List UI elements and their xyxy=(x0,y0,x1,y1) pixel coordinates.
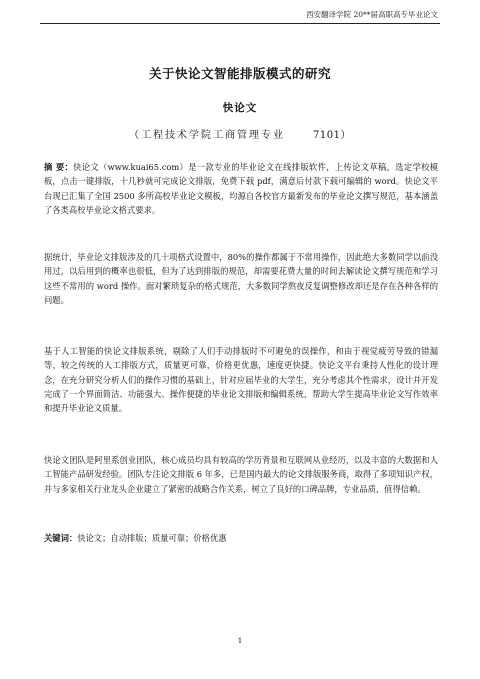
keywords xyxy=(44,531,438,545)
body-paragraph-1: 据统计，毕业论文排版涉及的几十项格式设置中，80%的操作都属于不常用操作，因此绝大多数同学以前没用过，以后用到的概率也很低，但为了达到排版的规范，却需要花费大量的时间去解读论文撰写规范和学习这些不常用的 word 操作。面对繁琐复杂的格式规范，大多数同学熬夜反复调整修改却还是存在各种各样的问题。 xyxy=(44,252,438,305)
page-title: 关于快论文智能排版模式的研究 xyxy=(148,66,331,81)
affiliation-code: 7101） xyxy=(313,130,351,141)
author-name: 快论文 xyxy=(222,102,258,114)
body-paragraph-2: 基于人工智能的快论文排版系统，剔除了人们手动排版时不可避免的误操作，和由于视觉疲劳导致的错漏等，较之传统的人工排版方式，质量更可靠，价格更优惠，速度更快捷。快论文平台秉持人性化的设计理念，在充分研究分析人们的操作习惯的基础上，针对应届毕业的大学生，充分考虑其个性需求，设计并开发完成了一个界面简洁、功能强大、操作便捷的毕业论文排版和编辑系统，帮助大学生提高毕业论文写作效率和提升毕业论文质量。 xyxy=(44,346,438,414)
page-number: 1 xyxy=(237,636,243,645)
author-affiliation xyxy=(0,126,480,141)
header-rule xyxy=(40,23,440,24)
affiliation-text: （工程技术学院工商管理专业 xyxy=(129,130,286,141)
abstract xyxy=(44,160,438,217)
abstract-label: 摘 要： xyxy=(44,162,74,172)
keywords-text: 快论文；自动排版；质量可靠；价格优惠 xyxy=(77,533,227,543)
running-header: 西安翻译学院 20**届高职高专毕业论文 xyxy=(306,10,438,19)
body-paragraph-3: 快论文团队是阿里系创业团队，核心成员均具有较高的学历背景和互联网从业经历，以及丰富的大数据和人工智能产品研发经验。团队专注论文排版 6 年多，已是国内最大的论文排版服务商，取得了多项知识产权，并与多家相关行业龙头企业建立了紧密的战略合作关系，树立了良好的口碑品牌，专业品质，值得信赖。 xyxy=(44,455,438,494)
keywords-label: 关键词： xyxy=(44,533,78,543)
abstract-text: 快论文（www.kuai65.com）是一款专业的毕业论文在线排版软件，上传论文草稿，选定学校模板，点击一键排版，十几秒就可完成论文排版，免费下载 pdf，满意后付款下载可编辑的 word。快论文平台现已汇集了全国 2500 多所高校毕业论文模板，均源自各校官方最新发布的毕业论文撰写规范，基本涵盖了各类高校毕业论文格式要求。 xyxy=(44,162,438,215)
